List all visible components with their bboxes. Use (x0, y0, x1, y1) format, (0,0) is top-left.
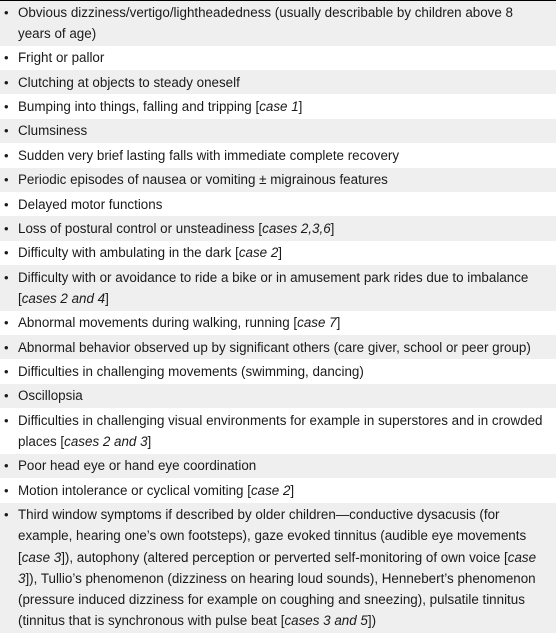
item-text: Difficulty with ambulating in the dark [case 2] (18, 245, 282, 261)
list-item (0, 503, 556, 633)
top-rule (0, 0, 556, 1)
case-ref: case 7 (297, 315, 337, 331)
list-item (0, 311, 556, 335)
list-item (0, 216, 556, 240)
item-text: Bumping into things, falling and tripping [case 1] (18, 98, 303, 114)
item-text: Clumsiness (18, 123, 88, 139)
item-text: Difficulties in challenging movements (swimming, dancing) (18, 364, 364, 380)
case-ref: cases 2,3,6 (262, 220, 331, 236)
bullet: • (4, 4, 9, 20)
list-item (0, 359, 556, 383)
list-item (0, 384, 556, 408)
list-item (0, 168, 556, 192)
bullet: • (4, 388, 9, 404)
item-text: Difficulties in challenging visual environments for example in superstores and in crowded places [cases 2 and 3] (18, 412, 543, 450)
bullet: • (4, 458, 9, 474)
bullet: • (4, 123, 9, 139)
bullet: • (4, 412, 9, 428)
bullet: • (4, 98, 9, 114)
item-text: Motion intolerance or cyclical vomiting [case 2] (18, 482, 295, 498)
list-item (0, 265, 556, 311)
item-text: Periodic episodes of nausea or vomiting ± migrainous features (18, 172, 388, 188)
bullet: • (4, 339, 9, 355)
bullet: • (4, 50, 9, 66)
case-ref: case 2 (250, 482, 291, 498)
item-text: Delayed motor functions (18, 196, 163, 212)
list-item (0, 70, 556, 94)
item-text: Sudden very brief lasting falls with immediate complete recovery (18, 147, 400, 163)
list-item (0, 478, 556, 502)
item-text: Abnormal behavior observed up by significant others (care giver, school or peer group) (18, 339, 531, 355)
case-ref: cases 2 and 4 (21, 290, 106, 306)
list-item (0, 0, 556, 46)
bullet: • (4, 74, 9, 90)
list-item (0, 408, 556, 454)
bullet: • (4, 196, 9, 212)
case-ref: case 1 (259, 98, 299, 114)
case-ref: case 2 (238, 245, 279, 261)
bullet: • (4, 269, 9, 285)
item-text: Oscillopsia (18, 388, 83, 404)
case-ref: case 3 (18, 549, 537, 586)
list-item (0, 94, 556, 118)
case-ref: case 3 (21, 549, 62, 565)
bullet: • (4, 507, 9, 523)
list-item (0, 335, 556, 359)
list-item (0, 46, 556, 70)
bullet: • (4, 220, 9, 236)
item-text: Loss of postural control or unsteadiness [cases 2,3,6] (18, 220, 335, 236)
bullet: • (4, 172, 9, 188)
item-text: Third window symptoms if described by older children—conductive dysacusis (for example, hearing one’s own footsteps), gaze evoked tinnitus (audible eye movements [case 3]), autophony (altered perception or perverted self-monitoring of own voice [case 3]), Tullio’s phenomenon (dizziness on hearing loud sounds), Hennebert’s phenomenon (pressure induced dizziness for example on coughing and sneezing), pulsatile tinnitus (tinnitus that is synchronous with pulse beat [cases 3 and 5]) (18, 507, 537, 629)
item-text: Clutching at objects to steady oneself (18, 74, 240, 90)
item-text: Fright or pallor (18, 50, 105, 66)
item-text: Obvious dizziness/vertigo/lightheadedness (usually describable by children above 8 years of age) (18, 4, 513, 41)
list-item (0, 241, 556, 265)
bullet: • (4, 147, 9, 163)
list-item (0, 143, 556, 167)
item-text: Poor head eye or hand eye coordination (18, 458, 257, 474)
case-ref: cases 2 and 3 (64, 434, 148, 450)
bullet: • (4, 315, 9, 331)
case-ref: cases 3 and 5 (284, 613, 368, 629)
bullet: • (4, 482, 9, 498)
list-item (0, 192, 556, 216)
item-text: Abnormal movements during walking, running [case 7] (18, 315, 341, 331)
list-item (0, 119, 556, 143)
list-item (0, 454, 556, 478)
item-text: Difficulty with or avoidance to ride a bike or in amusement park rides due to imbalance [cases 2 and 4] (18, 269, 529, 306)
bullet: • (4, 245, 9, 261)
bullet: • (4, 364, 9, 380)
